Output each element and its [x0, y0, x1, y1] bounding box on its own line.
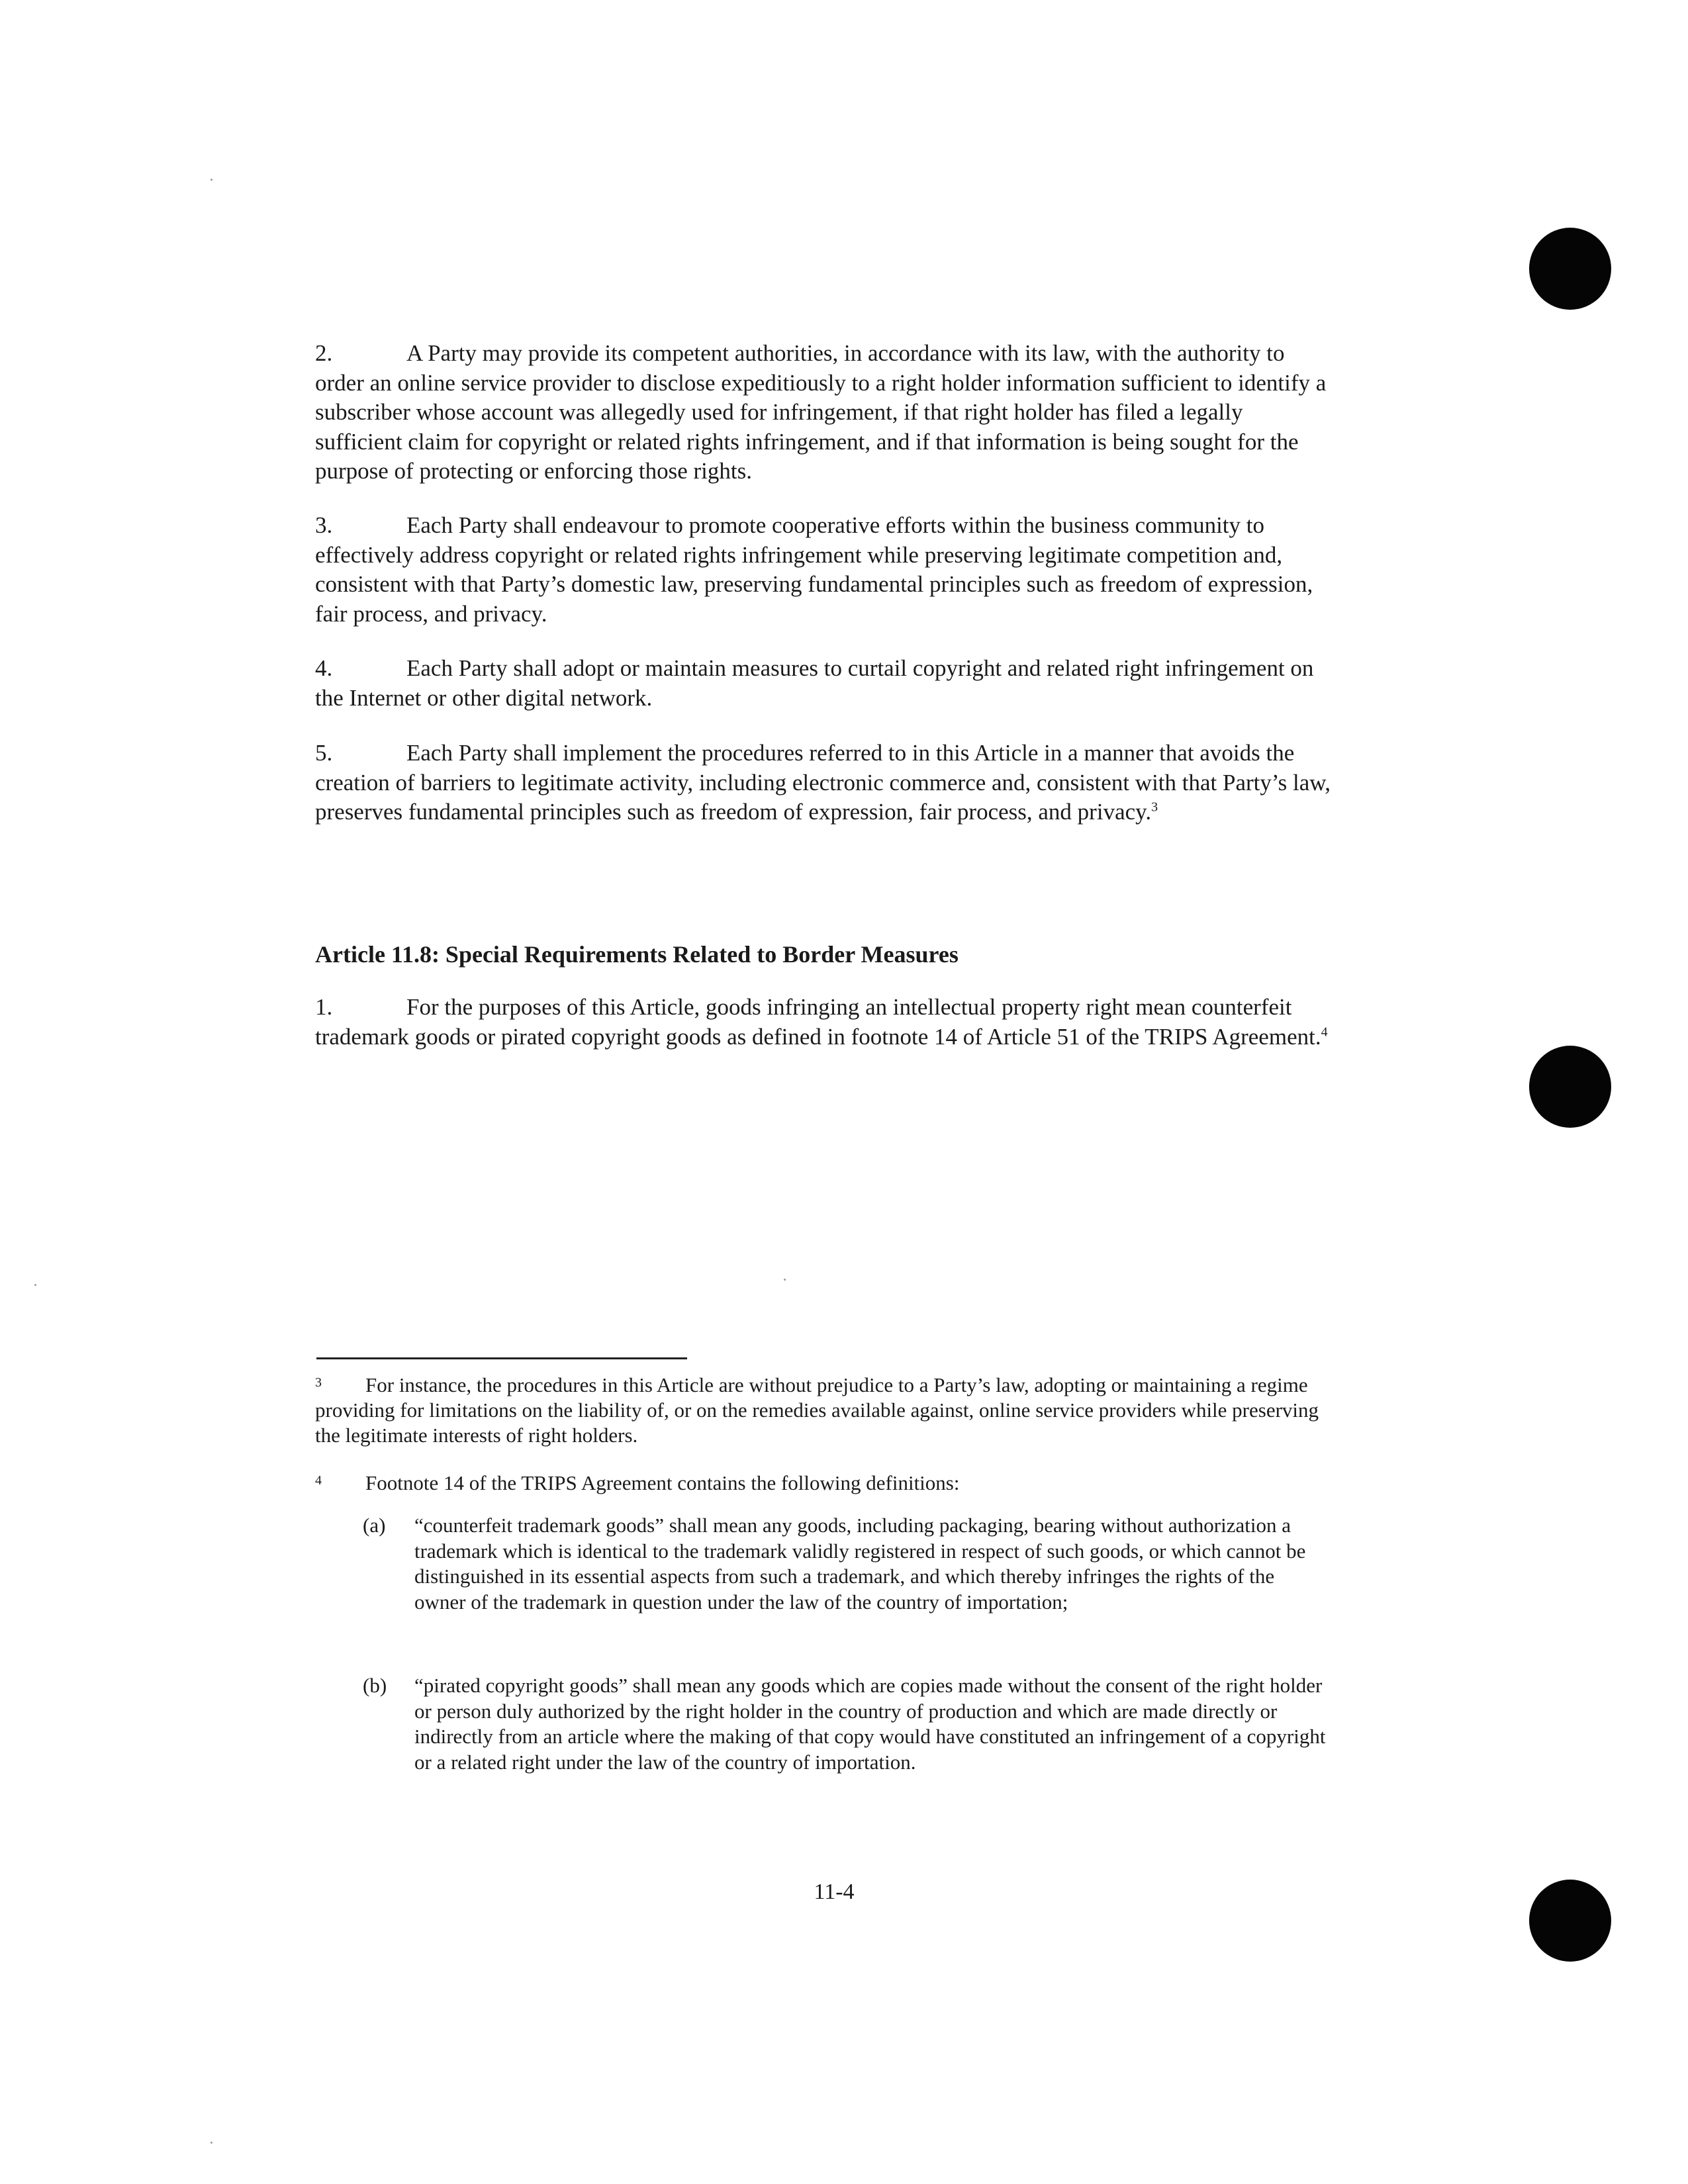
footnote-number: 4: [315, 1473, 322, 1488]
footnote-text: For instance, the procedures in this Article are without prejudice to a Party’s law, adopting or maintaining a regime providing for limitations on the liability of, or on the remedies available against, online service providers while preserving the legitimate interests of right holders.: [315, 1373, 1319, 1447]
paragraph-number: 2.: [315, 340, 333, 366]
footnote-4: [315, 1468, 1335, 1496]
footnote-text: Footnote 14 of the TRIPS Agreement contains the following definitions:: [365, 1471, 960, 1494]
item-text: “counterfeit trademark goods” shall mean any goods, including packaging, bearing without authorization a trademark which is identical to the trademark validly registered in respect of such goods, or which cannot be distinguished in its essential aspects from such a trademark, and which thereby infringes the rights of the owner of the trademark in question under the law of the country of importation;: [414, 1514, 1306, 1614]
paragraph-number: 1.: [315, 994, 333, 1020]
definition-item-b: [363, 1673, 1329, 1775]
article-heading: Article 11.8: Special Requirements Related to Border Measures: [315, 941, 959, 968]
paragraph-4: [315, 654, 1335, 713]
footnote-separator: [316, 1357, 687, 1359]
item-text: “pirated copyright goods” shall mean any goods which are copies made without the consent of the right holder or person duly authorized by the right holder in the country of production and which are made directly or indirectly from an article where the making of that copy would have constituted an infringement of a copyright or a related right under the law of the country of importation.: [414, 1674, 1326, 1774]
scan-speck: [34, 1284, 36, 1286]
scan-speck: [784, 1279, 786, 1281]
paragraph-5: [315, 739, 1335, 827]
item-label: (a): [363, 1514, 386, 1537]
paragraph-3: [315, 511, 1335, 629]
paragraph-text: For the purposes of this Article, goods infringing an intellectual property right mean counterfeit trademark goods or pirated copyright goods as defined in footnote 14 of Article 51 of the TRIPS Agreement.: [315, 994, 1321, 1050]
paragraph-number: 3.: [315, 512, 333, 538]
scan-speck: [211, 179, 212, 181]
paragraph-text: Each Party shall implement the procedures referred to in this Article in a manner that avoids the creation of barriers to legitimate activity, including electronic commerce and, consistent with that Party’s law, preserves fundamental principles such as freedom of expression, fair process, and privacy.: [315, 740, 1331, 825]
footnote-ref-4: 4: [1321, 1024, 1328, 1039]
paragraph-text: Each Party shall endeavour to promote cooperative efforts within the business community to effectively address copyright or related rights infringement while preserving legitimate competition and, consistent with that Party’s domestic law, preserving fundamental principles such as freedom of expression, fair process, and privacy.: [315, 512, 1313, 627]
paragraph-text: A Party may provide its competent authorities, in accordance with its law, with the authority to order an online service provider to disclose expeditiously to a right holder information sufficient to identify a subscriber whose account was allegedly used for infringement, if that right holder has filed a legally sufficient claim for copyright or related rights infringement, and if that information is being sought for the purpose of protecting or enforcing those rights.: [315, 340, 1327, 484]
footnote-3: [315, 1370, 1335, 1448]
item-label: (b): [363, 1674, 387, 1697]
footnote-ref-3: 3: [1151, 799, 1158, 815]
punch-hole-bottom: [1529, 1880, 1611, 1962]
paragraph-number: 5.: [315, 740, 333, 766]
page-number: 11-4: [814, 1880, 855, 1904]
punch-hole-middle: [1529, 1046, 1611, 1128]
paragraph-text: Each Party shall adopt or maintain measures to curtail copyright and related right infringement on the Internet or other digital network.: [315, 655, 1314, 711]
footnote-number: 3: [315, 1375, 322, 1390]
scan-speck: [211, 2142, 212, 2144]
article-paragraph-1: [315, 993, 1335, 1052]
punch-hole-top: [1529, 228, 1611, 310]
paragraph-number: 4.: [315, 655, 333, 681]
definition-item-a: [363, 1513, 1329, 1615]
paragraph-2: [315, 339, 1335, 486]
